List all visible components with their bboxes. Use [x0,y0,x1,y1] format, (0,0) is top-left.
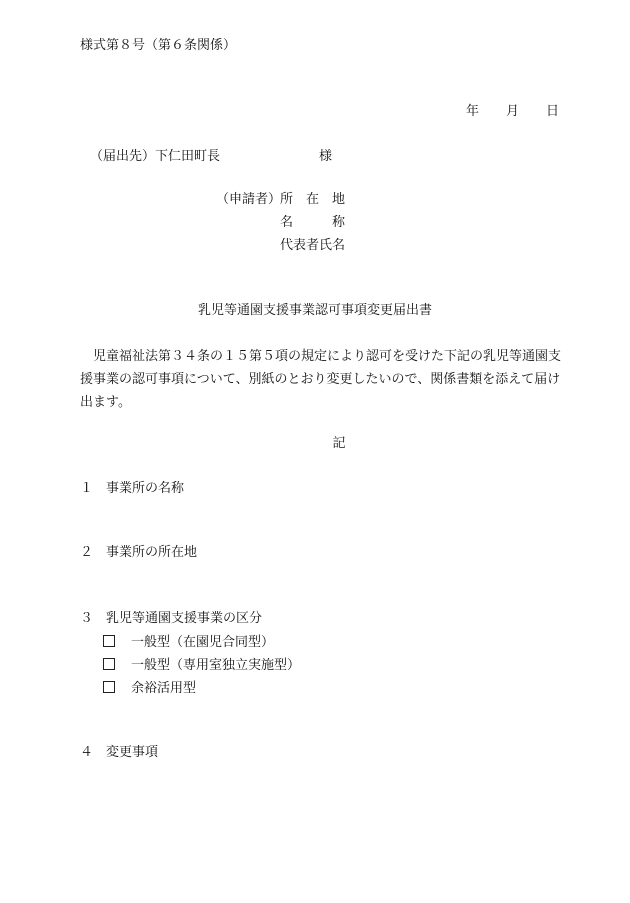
body-paragraph: 児童福祉法第３４条の１５第５項の規定により認可を受けた下記の乳児等通園支援事業の認可事項について、別紙のとおり変更したいので、関係書類を添えて届け出ます。 [80,349,562,410]
form-number: 様式第８号（第６条関係） [80,38,237,53]
section-number: １ [80,481,94,496]
ki-marker: 記 [332,436,346,451]
category-option-label: 余裕活用型 [131,681,197,696]
section-label: 変更事項 [106,745,159,760]
section-label: 事業所の名称 [106,481,185,496]
section-label: 乳児等通園支援事業の区分 [106,611,263,626]
section-facility-name [80,482,184,495]
checkbox-icon[interactable] [103,658,115,670]
category-option-label: 一般型（在園児合同型） [131,635,275,650]
applicant-representative-label: 代表者氏名 [280,238,346,253]
section-facility-address [80,546,197,559]
section-change-items [80,746,158,759]
document-title: 乳児等通園支援事業認可事項変更届出書 [197,303,432,318]
category-option[interactable] [103,681,196,695]
date-day-label: 日 [546,104,560,119]
section-number: ２ [80,545,94,560]
addressee-honorific: 様 [319,149,333,164]
checkbox-icon[interactable] [103,681,115,693]
applicant-address-label: 所 在 地 [280,192,346,207]
category-option[interactable] [103,635,274,649]
section-business-category [80,612,262,625]
applicant-name-label: 名 称 [280,215,346,230]
section-number: ４ [80,745,94,760]
date-line [0,105,630,121]
checkbox-icon[interactable] [103,635,115,647]
date-month-label: 月 [506,104,520,119]
section-label: 事業所の所在地 [106,545,198,560]
addressee-prefix: （届出先）下仁田町長 [90,149,221,164]
section-number: ３ [80,611,94,626]
date-year-label: 年 [466,104,480,119]
category-option[interactable] [103,658,300,672]
category-option-label: 一般型（専用室独立実施型） [131,658,301,673]
addressee-line [0,150,630,166]
applicant-label: （申請者） [216,192,282,207]
